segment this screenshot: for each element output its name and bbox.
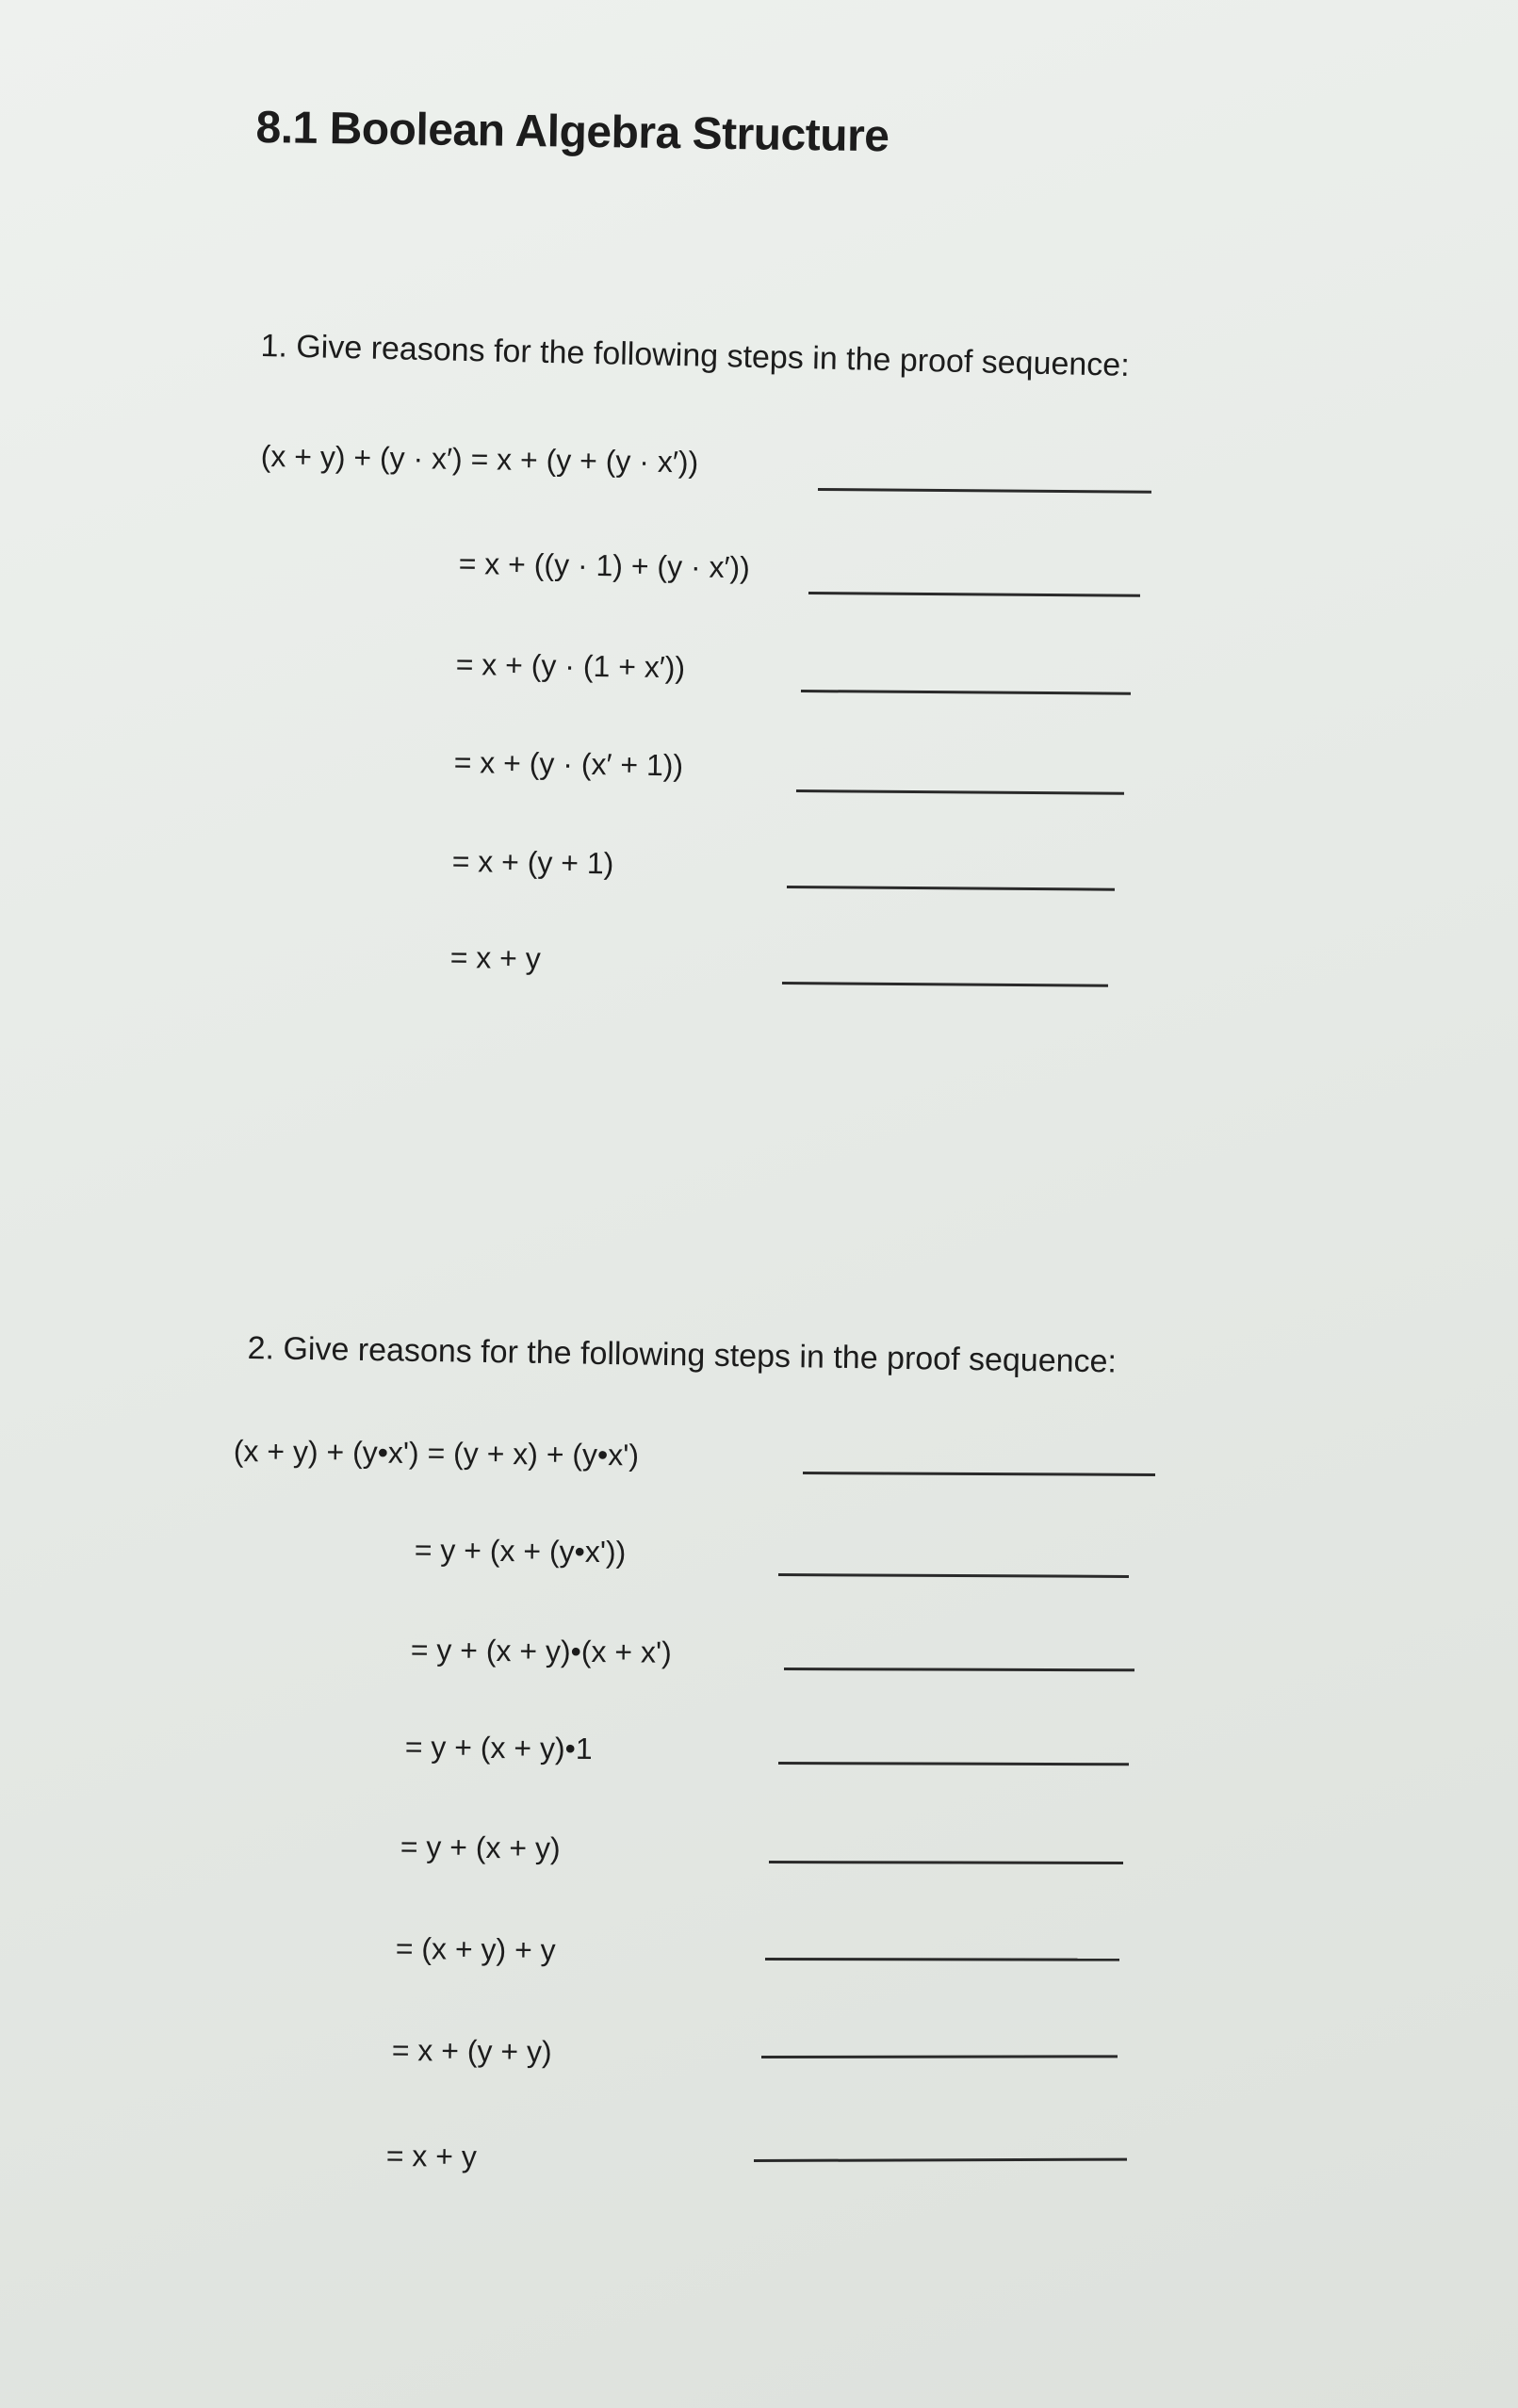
problem-1-reason-blank-6[interactable]: [782, 982, 1108, 987]
problem-1-step-6: = x + y: [449, 940, 542, 976]
problem-2-step-3: = y + (x + y)•(x + x'): [410, 1633, 672, 1669]
problem-1-reason-blank-1[interactable]: [818, 488, 1151, 494]
problem-1-reason-blank-4[interactable]: [796, 789, 1124, 795]
problem-1-reason-blank-2[interactable]: [808, 592, 1140, 597]
problem-2-step-2: = y + (x + (y•x')): [414, 1533, 627, 1570]
problem-2-step-6: = (x + y) + y: [395, 1931, 556, 1967]
problem-2-reason-blank-3[interactable]: [784, 1668, 1134, 1671]
problem-2-step-7: = x + (y + y): [391, 2033, 552, 2069]
problem-2-step-1: (x + y) + (y•x') = (y + x) + (y•x'): [233, 1434, 640, 1472]
problem-2-step-4: = y + (x + y)•1: [404, 1730, 593, 1766]
problem-2-reason-blank-6[interactable]: [765, 1958, 1119, 1961]
problem-2-step-5: = y + (x + y): [400, 1830, 561, 1865]
problem-2-reason-blank-5[interactable]: [769, 1861, 1123, 1864]
problem-2-reason-blank-1[interactable]: [803, 1472, 1155, 1476]
problem-1-reason-blank-3[interactable]: [801, 690, 1131, 695]
problem-1-step-4: = x + (y · (x′ + 1)): [453, 745, 684, 783]
problem-1-step-1: (x + y) + (y · x′) = x + (y + (y · x′)): [260, 439, 699, 480]
problem-1-step-2: = x + ((y · 1) + (y · x′)): [458, 546, 751, 585]
problem-1-prompt: 1. Give reasons for the following steps in the proof sequence:: [260, 328, 1131, 383]
problem-1-reason-blank-5[interactable]: [787, 886, 1115, 891]
problem-1-step-3: = x + (y · (1 + x′)): [455, 647, 686, 685]
problem-2-reason-blank-7[interactable]: [761, 2055, 1118, 2058]
problem-2-prompt: 2. Give reasons for the following steps in the proof sequence:: [247, 1330, 1118, 1380]
problem-2-reason-blank-8[interactable]: [754, 2158, 1127, 2162]
problem-2-reason-blank-4[interactable]: [778, 1762, 1129, 1765]
problem-2-reason-blank-2[interactable]: [778, 1573, 1129, 1578]
page-title: 8.1 Boolean Algebra Structure: [255, 102, 890, 162]
problem-1-step-5: = x + (y + 1): [451, 844, 614, 881]
problem-2-step-8: = x + y: [385, 2139, 478, 2174]
